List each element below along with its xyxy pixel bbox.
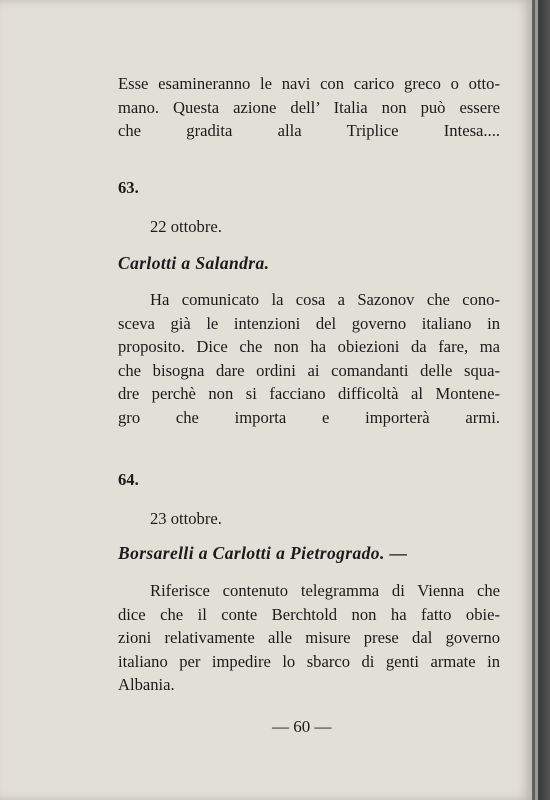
text-line: zioni relativamente alle misure prese dal governo [118, 628, 500, 647]
document-number: 64. [118, 470, 139, 489]
document-body [118, 579, 500, 697]
text-line: mano. Questa azione dell’ Italia non può essere [118, 97, 500, 117]
text-line: Albania. [118, 675, 175, 694]
document-number: 63. [118, 178, 139, 197]
text-line: Esse esamineranno le navi con carico greco o otto- [118, 74, 500, 93]
document-date: 23 ottobre. [150, 509, 222, 528]
text-line: Riferisce contenuto telegramma di Vienna che [150, 581, 500, 600]
document-heading: Borsarelli a Carlotti a Pietrogrado. — [118, 543, 408, 563]
top-paragraph [118, 72, 500, 143]
page-number: — 60 — [272, 717, 332, 736]
text-line: italiano per impedire lo sbarco di genti armate in [118, 651, 500, 671]
document-heading: Carlotti a Salandra. [118, 253, 270, 273]
document-body [118, 288, 500, 429]
text-line: Ha comunicato la cosa a Sazonov che cono- [150, 290, 500, 309]
text-line: sceva già le intenzioni del governo italiano in [118, 313, 500, 333]
text-line: dice che il conte Berchtold non ha fatto obie- [118, 604, 500, 624]
text-line: proposito. Dice che non ha obiezioni da fare, ma [118, 337, 500, 356]
page-edge-highlight [535, 0, 538, 800]
text-line: che gradita alla Triplice Intesa.... [118, 121, 500, 140]
text-line: gro che importa e importerà armi. [118, 407, 500, 427]
text-line: che bisogna dare ordini ai comandanti delle squa- [118, 360, 500, 380]
document-date: 22 ottobre. [150, 217, 222, 236]
text-line: dre perchè non si facciano difficoltà al Montene- [118, 384, 500, 403]
